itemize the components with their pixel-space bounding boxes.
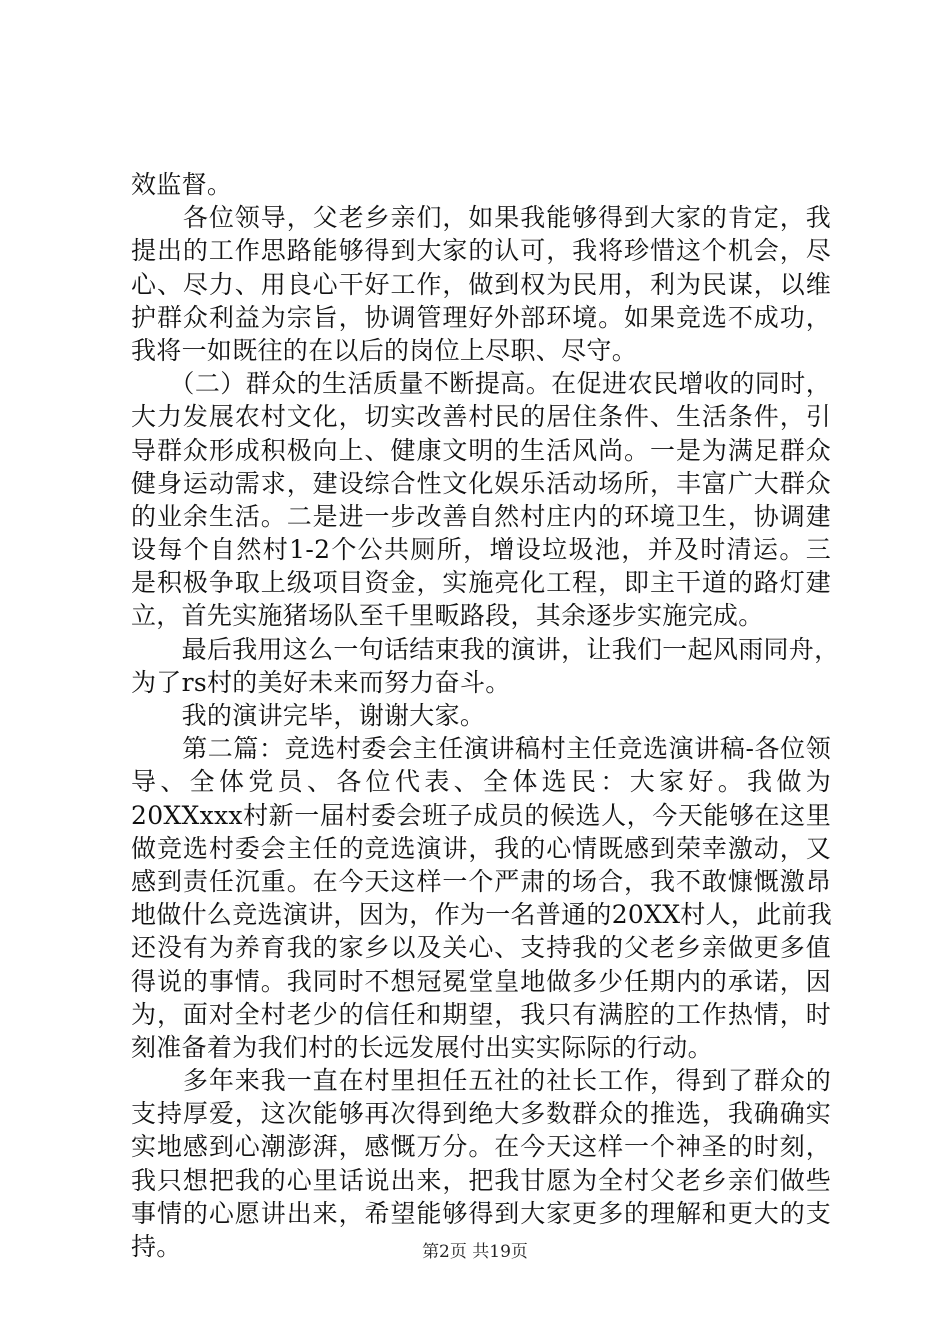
text-line: 最后我用这么一句话结束我的演讲，让我们一起风雨同舟，: [131, 634, 840, 664]
text-line: （二）群众的生活质量不断提高。在促进农民增收的同时，: [131, 369, 831, 399]
text-line: 我只想把我的心里话说出来，把我甘愿为全村父老乡亲们做些: [131, 1165, 831, 1195]
text-line: 导、全体党员、各位代表、全体选民：大家好。我做为: [131, 767, 831, 797]
text-line: 刻准备着为我们村的长远发展付出实实际际的行动。: [131, 1032, 713, 1062]
document-body: [131, 168, 840, 1263]
text-line: 我将一如既往的在以后的岗位上尽职、尽守。: [131, 335, 638, 365]
text-line: 多年来我一直在村里担任五社的社长工作，得到了群众的: [131, 1066, 831, 1096]
page-footer: 第2页 共19页: [422, 1242, 528, 1262]
text-line: 心、尽力、用良心干好工作，做到权为民用，利为民谋，以维: [131, 269, 831, 299]
text-line: 各位领导，父老乡亲们，如果我能够得到大家的肯定，我: [131, 203, 831, 233]
text-line: 实地感到心潮澎湃，感慨万分。在今天这样一个神圣的时刻，: [131, 1132, 831, 1162]
text-line: 立，首先实施猪场队至千里畈路段，其余逐步实施完成。: [131, 601, 764, 631]
text-line: 第二篇：竞选村委会主任演讲稿村主任竞选演讲稿-各位领: [131, 734, 831, 764]
text-line: 设每个自然村1-2个公共厕所，增设垃圾池，并及时清运。三: [131, 535, 831, 565]
text-line: 感到责任沉重。在今天这样一个严肃的场合，我不敢慷慨激昂: [131, 866, 831, 896]
text-line: 大力发展农村文化，切实改善村民的居住条件、生活条件，引: [131, 402, 831, 432]
text-line: 为了rs村的美好未来而努力奋斗。: [131, 667, 511, 697]
text-line: 支持厚爱，这次能够再次得到绝大多数群众的推选，我确确实: [131, 1099, 831, 1129]
text-line: 的业余生活。二是进一步改善自然村庄内的环境卫生，协调建: [131, 501, 831, 531]
text-line: 是积极争取上级项目资金，实施亮化工程，即主干道的路灯建: [131, 568, 831, 598]
text-line: 护群众利益为宗旨，协调管理好外部环境。如果竞选不成功，: [131, 302, 831, 332]
text-line: 健身运动需求，建设综合性文化娱乐活动场所，丰富广大群众: [131, 468, 831, 498]
text-line: 事情的心愿讲出来，希望能够得到大家更多的理解和更大的支: [131, 1198, 831, 1228]
text-line: 得说的事情。我同时不想冠冕堂皇地做多少任期内的承诺，因: [131, 966, 831, 996]
text-line: 效监督。: [131, 170, 233, 199]
text-line: 提出的工作思路能够得到大家的认可，我将珍惜这个机会，尽: [131, 236, 831, 266]
text-line: 做竞选村委会主任的竞选演讲，我的心情既感到荣幸激动，又: [131, 833, 831, 863]
text-line: 持。: [131, 1232, 182, 1261]
text-line: 导群众形成积极向上、健康文明的生活风尚。一是为满足群众: [131, 435, 831, 465]
text-line: 20XXxxx村新一届村委会班子成员的候选人，今天能够在这里: [131, 800, 831, 830]
text-line: 地做什么竞选演讲，因为，作为一名普通的20XX村人，此前我: [131, 900, 833, 930]
text-line: 还没有为养育我的家乡以及关心、支持我的父老乡亲做更多值: [131, 933, 831, 963]
text-line: 为，面对全村老少的信任和期望，我只有满腔的工作热情，时: [131, 999, 831, 1029]
text-line: 我的演讲完毕，谢谢大家。: [131, 701, 486, 730]
